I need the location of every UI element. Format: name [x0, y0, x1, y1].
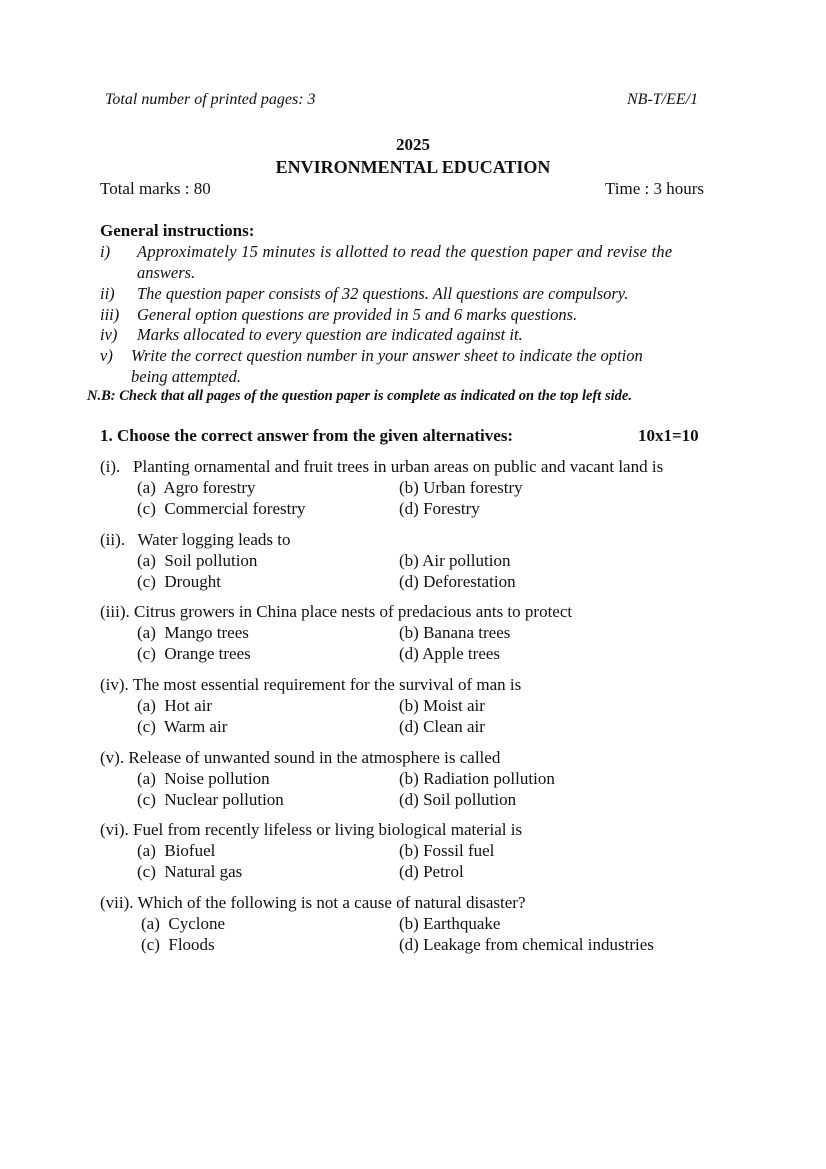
- printed-pages-note: Total number of printed pages: 3: [105, 91, 316, 108]
- instruction-text: Approximately 15 minutes is allotted to read the question paper and revise the: [137, 242, 673, 261]
- instruction-text: Write the correct question number in your answer sheet to indicate the option: [131, 346, 643, 365]
- option-c: (c) Warm air: [137, 717, 228, 736]
- option-a: (a) Hot air: [137, 696, 213, 715]
- paper-code: NB-T/EE/1: [627, 91, 699, 108]
- option-c: (c) Floods: [141, 935, 215, 954]
- instruction-text-continued: answers.: [137, 263, 196, 282]
- option-d: (d) Forestry: [399, 499, 480, 518]
- question-stem: (iv). The most essential requirement for the survival of man is: [100, 675, 522, 694]
- instruction-number: iv): [100, 325, 118, 344]
- option-c: (c) Orange trees: [137, 644, 251, 663]
- option-a: (a) Noise pollution: [137, 769, 270, 788]
- question-stem: (v). Release of unwanted sound in the atmosphere is called: [100, 748, 501, 767]
- instruction-text: Marks allocated to every question are indicated against it.: [137, 325, 523, 344]
- question-stem: (vi). Fuel from recently lifeless or living biological material is: [100, 820, 523, 839]
- option-a: (a) Agro forestry: [137, 478, 256, 497]
- question-stem: (i). Planting ornamental and fruit trees in urban areas on public and vacant land is: [100, 457, 664, 476]
- option-d: (d) Petrol: [399, 862, 464, 881]
- instruction-number: ii): [100, 284, 115, 303]
- option-a: (a) Mango trees: [137, 623, 249, 642]
- instruction-number: v): [100, 346, 113, 365]
- instruction-number: iii): [100, 305, 120, 324]
- option-a: (a) Cyclone: [141, 914, 226, 933]
- option-b: (b) Urban forestry: [399, 478, 523, 497]
- option-b: (b) Air pollution: [399, 551, 511, 570]
- section-heading: 1. Choose the correct answer from the given alternatives:: [100, 426, 514, 445]
- option-b: (b) Radiation pollution: [399, 769, 555, 788]
- instruction-number: i): [100, 242, 111, 261]
- option-d: (d) Apple trees: [399, 644, 501, 663]
- instruction-text: The question paper consists of 32 questions. All questions are compulsory.: [137, 284, 629, 303]
- question-stem: (vii). Which of the following is not a cause of natural disaster?: [100, 893, 526, 912]
- option-d: (d) Deforestation: [399, 572, 516, 591]
- total-marks: Total marks : 80: [100, 179, 211, 198]
- option-b: (b) Banana trees: [399, 623, 511, 642]
- subject-title: ENVIRONMENTAL EDUCATION: [275, 157, 551, 177]
- option-c: (c) Commercial forestry: [137, 499, 306, 518]
- option-b: (b) Earthquake: [399, 914, 501, 933]
- option-b: (b) Fossil fuel: [399, 841, 495, 860]
- option-d: (d) Soil pollution: [399, 790, 517, 809]
- instruction-text-justified: [137, 242, 727, 262]
- option-a: (a) Soil pollution: [137, 551, 258, 570]
- option-d: (d) Leakage from chemical industries: [399, 935, 654, 954]
- instruction-text: General option questions are provided in 5 and 6 marks questions.: [137, 305, 578, 324]
- time-allowed: Time : 3 hours: [605, 179, 705, 198]
- instructions-heading: General instructions:: [100, 221, 255, 240]
- option-a: (a) Biofuel: [137, 841, 216, 860]
- exam-year: 2025: [396, 135, 430, 154]
- option-c: (c) Drought: [137, 572, 222, 591]
- question-stem: (ii). Water logging leads to: [100, 530, 291, 549]
- option-b: (b) Moist air: [399, 696, 485, 715]
- option-d: (d) Clean air: [399, 717, 485, 736]
- instruction-text-continued: being attempted.: [131, 367, 241, 386]
- section-marks: 10x1=10: [638, 426, 699, 445]
- option-c: (c) Natural gas: [137, 862, 243, 881]
- option-c: (c) Nuclear pollution: [137, 790, 284, 809]
- nb-note: N.B: Check that all pages of the question paper is complete as indicated on the top left side.: [87, 388, 632, 404]
- question-stem: (iii). Citrus growers in China place nests of predacious ants to protect: [100, 602, 573, 621]
